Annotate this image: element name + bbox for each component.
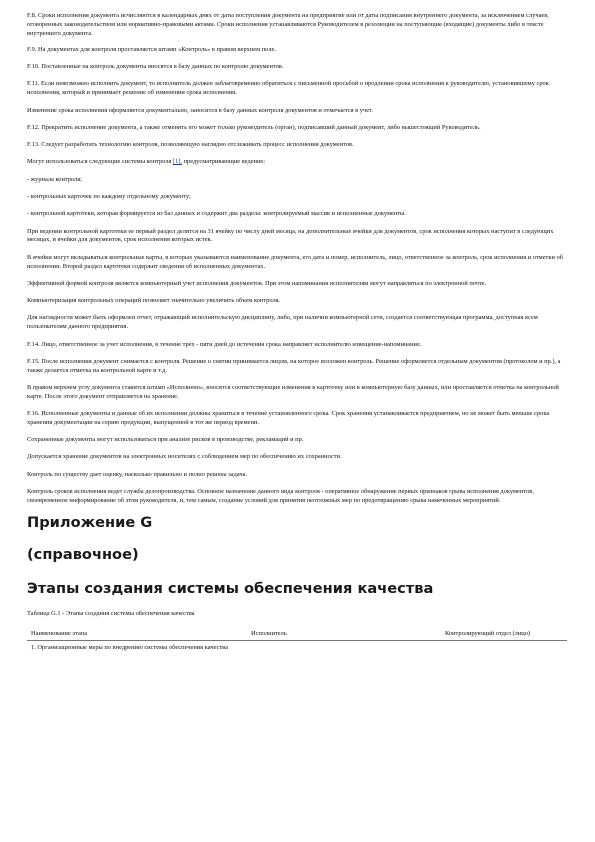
column-header-executor: Исполнитель — [247, 628, 441, 641]
paragraph-saved-docs: Сохраненные документы могут использоваться при анализе рисков в производстве, рекламаций и пр. — [27, 436, 304, 444]
paragraph-stamp: В правом верхнем углу документа ставится штамп «Исполнено», вносятся соответствующие изменения в картотеку или в компьютерную базу данных, или проставляется отметка на контрольной карте. После этого документ отправляется на хранение. — [27, 383, 559, 400]
paragraph-f14: F.14. Лицо, ответственное за учет исполнения, в течение трех - пяти дней до истечения срока направляет исполнителю извещение-напоминание. — [27, 340, 422, 348]
reference-link[interactable]: [1], — [172, 158, 182, 166]
paragraph-f13: F.13. Следует разработать технологию контроля, позволяющую наглядно отслеживать процесс исполнения документов. — [27, 141, 354, 149]
paragraph-card-index-cells: При ведении контрольной картотеки ее первый раздел делится на 31 ячейку по числу дней месяца, на дополнительные ячейки для документов, срок исполнения которых наступит в следующих месяцах, и ячейки для документов, срок исполнения которых истек. — [27, 227, 554, 244]
paragraph-f8: F.8. Сроки исполнения документа исчисляются в календарных днях от даты поступления документа на предприятие или от даты подписания внутреннего документа, за исключением случаев, оговоренных законодательством или нормативно-правовыми актами. Сроки исполнения устанавливаются Руководителем в резолюции на поступающие (входящие) документы либо в тексте внутреннего документа. — [27, 12, 549, 37]
table-row — [27, 641, 567, 655]
column-header-stage: Наименование этапа — [27, 628, 247, 641]
paragraph-deadline-control: Контроль сроков исполнения ведет служба делопроизводства. Основное назначение данного вида контроля - оперативное обнаружение первых признаков срыва исполнения документов, своевременное информирование об этом руководителя, и, тем самым, создание условий для принятия неотложных мер по предотвращению срыва намеченных мероприятий. — [27, 488, 534, 504]
list-item-cards: - контрольных карточек по каждому отдельному документу; — [27, 193, 191, 201]
paragraph-f11: F.11. Если невозможно исполнить документ, то исполнитель должен заблаговременно обратиться с письменной просьбой о продлении срока исполнения к руководителю, установившему срок исполнения, который и принимает решение об изменении срока исполнения. — [27, 80, 549, 97]
stages-table — [27, 628, 567, 654]
table-caption: Таблица G.1 - Этапы создания системы обеспечения качества — [27, 610, 195, 618]
paragraph-computer-accounting: Эффективной формой контроля является компьютерный учет исполнения документов. При этом напоминания исполнителям могут направляться по электронной почте. — [27, 279, 487, 287]
document-page — [27, 12, 569, 654]
table-header-row — [27, 628, 567, 641]
appendix-heading: Приложение G — [27, 514, 153, 532]
list-item-card-index: - контрольной картотеки, которая формируется из баз данных и содержит два раздела: контролируемый массив и исполненные документы. — [27, 210, 406, 218]
paragraph-electronic-storage: Допускается хранение документов на электронных носителях с соблюдением мер по обеспечению их сохранности. — [27, 453, 342, 461]
paragraph-control-systems — [27, 158, 569, 167]
control-systems-text-a: Могут использоваться следующие системы контроля — [27, 158, 173, 166]
paragraph-f11-note: Изменение срока исполнения оформляется документально, заносится в базу данных контроля документов и отмечается в учет. — [27, 106, 373, 114]
appendix-reference-heading: (справочное) — [27, 546, 139, 564]
control-systems-text-b: предусматривающие ведение: — [181, 158, 265, 166]
paragraph-f16: F.16. Исполненные документы и данные об их исполнении должны храниться в течение установленного срока. Срок хранения устанавливается предприятием, но не может быть меньше срока хранения документации на серию продукции, выпущенной в тот же период времени. — [27, 410, 550, 426]
paragraph-control-essence: Контроль по существу дает оценку, насколько правильно и полно решена задача. — [27, 470, 247, 478]
column-header-controller: Контролирующий отдел (лицо) — [441, 628, 567, 641]
table-cell-stage: 1. Организационные меры по внедрению системы обеспечения качества — [31, 644, 228, 652]
paragraph-computerization: Компьютеризация контрольных операций позволяет значительно увеличить объем контроля. — [27, 297, 281, 305]
paragraph-f10: F.10. Поставленные на контроль документы вносятся в базу данных по контролю документов. — [27, 63, 284, 71]
paragraph-report: Для наглядности может быть оформлен отчет, отражающий исполнительскую дисциплину, либо, при наличии компьютерной сети, создается соответствующая программа, доступная всем пользователям данного предприятия. — [27, 314, 538, 331]
paragraph-f12: F.12. Прекратить исполнение документа, а также отменить его может только руководитель (орган), подписавший данный документ, либо вышестоящий Руководитель. — [27, 123, 481, 131]
paragraph-f9: F.9. На документах для контроля проставляется штамп «Контроль» в правом верхнем поле. — [27, 45, 276, 53]
paragraph-control-cards: В ячейки могут вкладываться контрольные карты, в которых указываются наименование документа, его дата и номер, исполнитель, лицо, ответственное за контроль, срок исполнения и отметки об исполнении. Второй раздел картотеки содержит сведения об исполненных документах. — [27, 253, 563, 270]
appendix-title-heading: Этапы создания системы обеспечения качества — [27, 580, 434, 598]
list-item-journal: - журнала контроля; — [27, 175, 82, 183]
paragraph-f15: F.15. После исполнения документ снимается с контроля. Решение о снятии принимается лицом, на которое возложен контроль. Решение оформляется отдельным документом (протоколом и пр.), а также делается отметка на контрольной карте и т.д. — [27, 357, 561, 374]
